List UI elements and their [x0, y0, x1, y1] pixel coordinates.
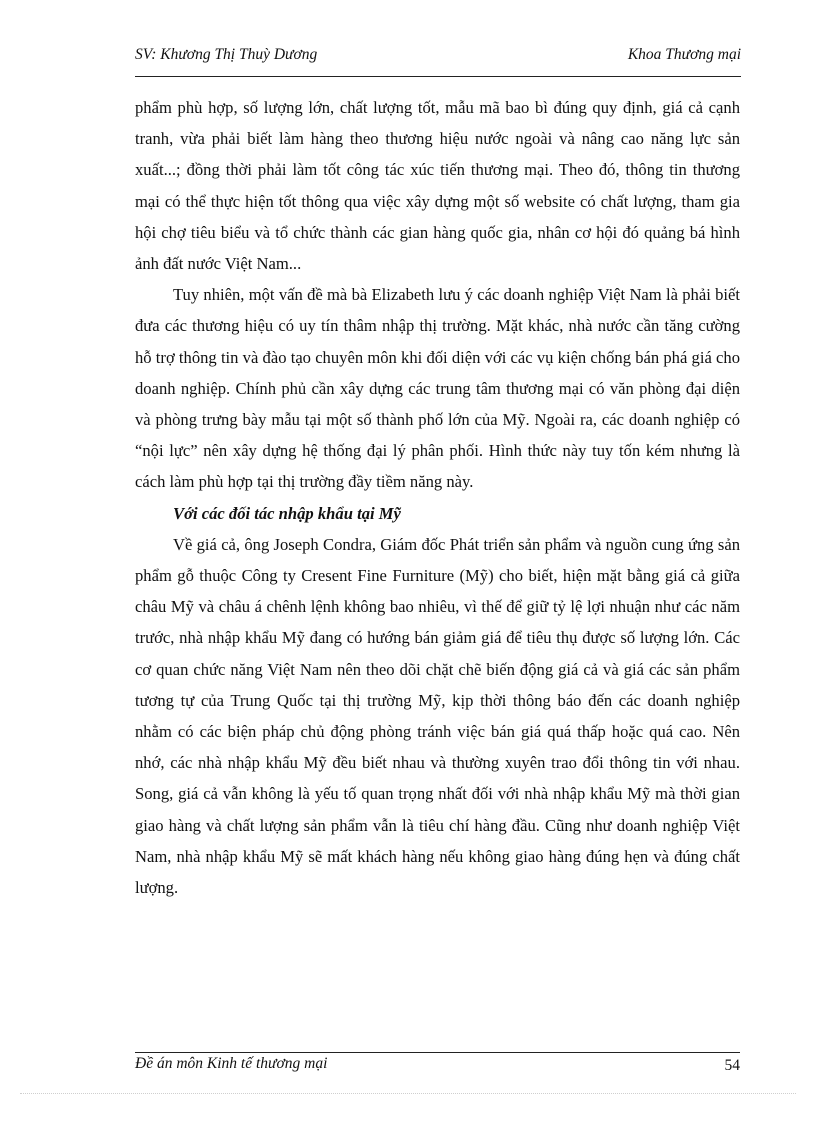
footer-course-title: Đề án môn Kinh tế thương mại [135, 1055, 328, 1072]
paragraph-continuation: phẩm phù hợp, số lượng lớn, chất lượng tốt, mẫu mã bao bì đúng quy định, giá cả cạnh tranh, vừa phải biết làm hàng theo thương hiệu nước ngoài và nâng cao năng lực sản xuất...; đồng thời phải làm tốt công tác xúc tiến thương mại. Theo đó, thông tin thương mại có thể thực hiện tốt thông qua việc xây dựng một số website có chất lượng, tham gia hội chợ tiêu biểu và tổ chức thành các gian hàng quốc gia, nhân cơ hội đó quảng bá hình ảnh đất nước Việt Nam... [135, 98, 740, 274]
header-department: Khoa Thương mại [627, 46, 741, 63]
page-edge-divider [20, 1093, 796, 1094]
paragraph-pricing: Về giá cả, ông Joseph Condra, Giám đốc Phát triển sản phẩm và nguồn cung ứng sản phẩm gỗ thuộc Công ty Cresent Fine Furniture (Mỹ) cho biết, hiện mặt bằng giá cả giữa châu Mỹ và châu á chênh lệnh không bao nhiêu, vì thế để giữ tỷ lệ lợi nhuận như các năm trước, nhà nhập khẩu Mỹ đang có hướng bán giảm giá để tiêu thụ được số lượng lớn. Các cơ quan chức năng Việt Nam nên theo dõi chặt chẽ biến động giá cả và giá các sản phẩm tương tự của Trung Quốc tại thị trường Mỹ, kịp thời thông báo đến các doanh nghiệp nhằm có các biện pháp chủ động phòng tránh việc bán giá quá thấp hoặc quá cao. Nên nhớ, các nhà nhập khẩu Mỹ đều biết nhau và thường xuyên trao đổi thông tin với nhau. Song, giá cả vẫn không là yếu tố quan trọng nhất đối với nhà nhập khẩu Mỹ mà thời gian giao hàng và chất lượng sản phẩm vẫn là tiêu chí hàng đầu. Cũng như doanh nghiệp Việt Nam, nhà nhập khẩu Mỹ sẽ mất khách hàng nếu không giao hàng đúng hẹn và đúng chất lượng. [135, 534, 740, 898]
page-body [135, 92, 740, 903]
paragraph-elizabeth: Tuy nhiên, một vấn đề mà bà Elizabeth lưu ý các doanh nghiệp Việt Nam là phải biết đưa các thương hiệu có uy tín thâm nhập thị trường. Mặt khác, nhà nước cần tăng cường hỗ trợ thông tin và đào tạo chuyên môn khi đối diện với các vụ kiện chống bán phá giá cho doanh nghiệp. Chính phủ cần xây dựng các trung tâm thương mại có văn phòng đại diện và phòng trưng bày mẫu tại một số thành phố lớn của Mỹ. Ngoài ra, các doanh nghiệp có “nội lực” nên xây dựng hệ thống đại lý phân phối. Hình thức này tuy tốn kém nhưng là cách làm phù hợp tại thị trường đầy tiềm năng này. [135, 285, 740, 492]
section-subheading: Với các đối tác nhập khẩu tại Mỹ [173, 503, 401, 523]
footer-divider [135, 1052, 740, 1053]
header-author: SV: Khương Thị Thuỳ Dương [135, 46, 318, 63]
page-number: 54 [724, 1057, 740, 1074]
page-header [135, 46, 741, 77]
